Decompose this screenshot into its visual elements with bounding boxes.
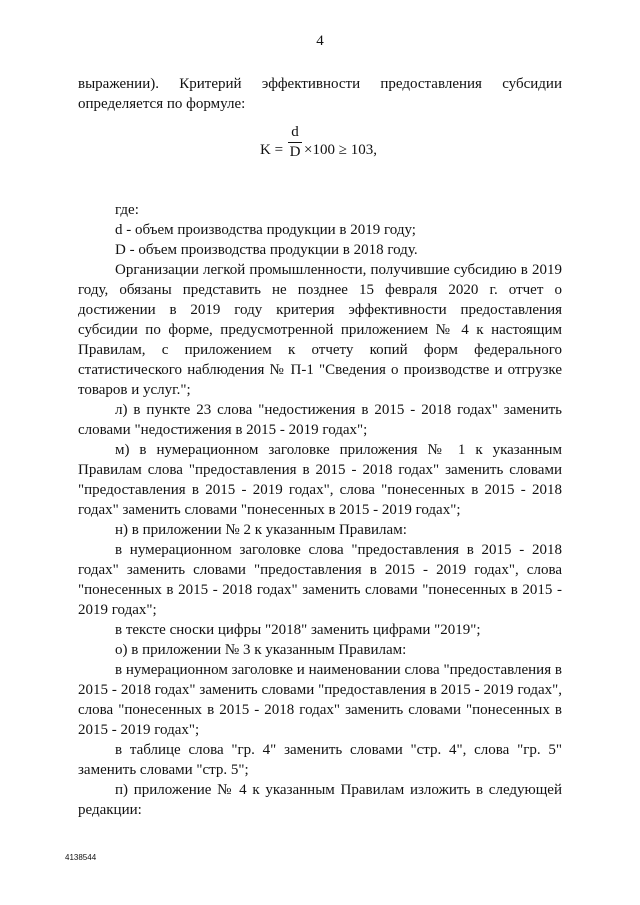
spacer <box>78 114 562 124</box>
formula-lhs: K = <box>260 142 284 158</box>
paragraph-intro: выражении). Критерий эффективности предоставления субсидии определяется по формуле: <box>78 76 562 112</box>
paragraph-item-o: о) в приложении № 3 к указанным Правилам: <box>115 642 407 658</box>
formula-block <box>78 124 562 200</box>
paragraph-D-definition: D - объем производства продукции в 2018 году. <box>115 242 418 258</box>
efficiency-formula <box>260 124 420 172</box>
paragraph-item-m: м) в нумерационном заголовке приложения № 1 к указанным Правилам слова "предоставления в 2015 - 2018 годах" заменить словами "предоставления в 2015 - 2019 годах", слова "понесенных в 2015 - 2018 годах" заменить словами "понесенных в 2015 - 2019 годах"; <box>78 442 562 518</box>
formula-denominator: D <box>289 144 301 160</box>
formula-fraction <box>288 124 302 161</box>
paragraph-report-obligation: Организации легкой промышленности, получившие субсидию в 2019 году, обязаны представить не позднее 15 февраля 2020 г. отчет о достижении в 2019 году критерия эффективности предоставления субсидии по форме, предусмотренной приложением № 4 к настоящим Правилам, с приложением к отчету копий форм федерального статистического наблюдения № П-1 "Сведения о производстве и отгрузке товаров и услуг."; <box>78 262 562 398</box>
paragraph-item-o-1: в нумерационном заголовке и наименовании слова "предоставления в 2015 - 2018 годах" заменить словами "предоставления в 2015 - 2019 годах", слова "понесенных в 2015 - 2018 годах" заменить словами "понесенных в 2015 - 2019 годах"; <box>78 662 562 738</box>
formula-numerator: d <box>291 124 299 140</box>
paragraph-item-l: л) в пункте 23 слова "недостижения в 2015 - 2018 годах" заменить словами "недостижения в 2015 - 2019 годах"; <box>78 402 562 438</box>
paragraph-item-n: н) в приложении № 2 к указанным Правилам: <box>115 522 407 538</box>
paragraph-where: где: <box>115 202 139 218</box>
formula-rhs: ×100 ≥ 103, <box>304 142 377 158</box>
page-number: 4 <box>316 33 324 49</box>
paragraph-item-n-1: в нумерационном заголовке слова "предоставления в 2015 - 2018 годах" заменить словами "предоставления в 2015 - 2019 годах", слова "понесенных в 2015 - 2018 годах" заменить словами "понесенных в 2015 - 2019 годах"; <box>78 542 562 618</box>
document-body <box>78 74 562 820</box>
paragraph-item-o-2: в таблице слова "гр. 4" заменить словами "стр. 4", слова "гр. 5" заменить словами "стр. 5"; <box>78 742 562 778</box>
document-code: 4138544 <box>65 853 97 862</box>
paragraph-d-definition: d - объем производства продукции в 2019 году; <box>115 222 416 238</box>
paragraph-item-n-2: в тексте сноски цифры "2018" заменить цифрами "2019"; <box>115 622 481 638</box>
paragraph-item-p: п) приложение № 4 к указанным Правилам изложить в следующей редакции: <box>78 782 562 818</box>
